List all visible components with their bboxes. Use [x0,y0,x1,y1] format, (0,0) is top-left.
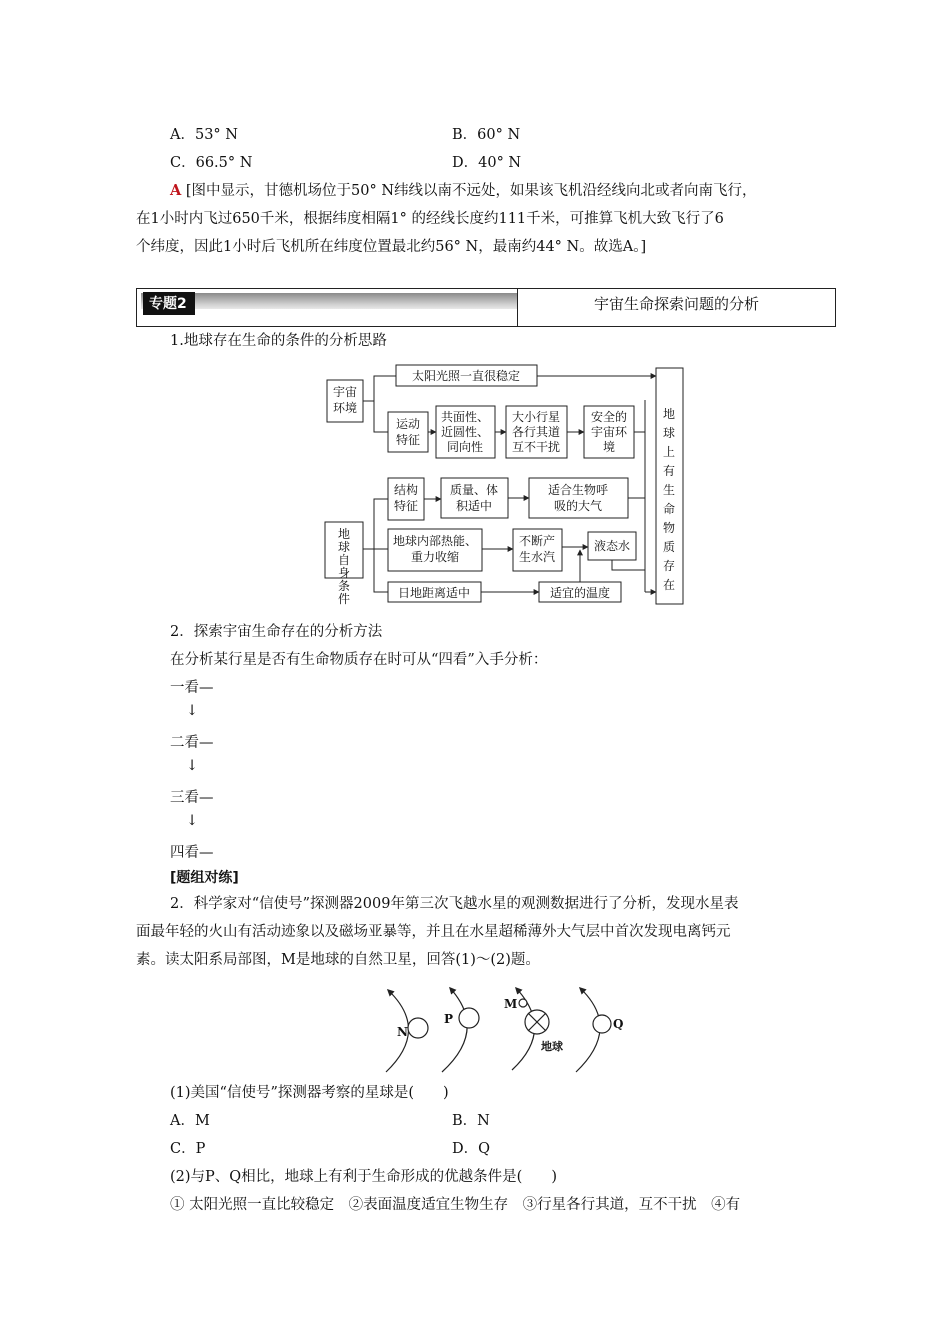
flow-node-distance: 日地距离适中 [397,586,471,600]
practice-label: [题组对练] [170,870,239,886]
life-conditions-flowchart [320,358,690,610]
flow-node-orbits: 大小行星各行其道互不干扰 [511,410,561,454]
down-arrow-icon: ↓ [186,813,199,829]
look-1: 一看— [170,680,214,696]
q2-line-1: 2．科学家对“信使号”探测器2009年第三次飞越水星的观测数据进行了分析，发现水星表 [170,896,739,912]
look-2: 二看— [170,735,214,751]
sub1-option-b: B．N [452,1113,490,1129]
flow-node-result: 地球上有生命物质存在 [662,407,676,592]
option-c: C．66.5° N [170,155,253,171]
flow-node-sun: 太阳光照一直很稳定 [411,369,521,383]
moon-label-m: M [504,997,518,1011]
look-4: 四看— [170,845,214,861]
section-title: 宇宙生命探索问题的分析 [593,295,759,313]
option-b: B．60° N [452,127,521,143]
earth-label: 地球 [541,1040,563,1053]
look-3: 三看— [170,790,214,806]
flow-node-safe: 安全的宇宙环境 [590,410,628,454]
sub1-option-a: A．M [170,1113,210,1129]
flow-node-motion: 运动特征 [395,417,421,447]
option-a: A．53° N [170,127,238,143]
section-header [136,288,836,327]
down-arrow-icon: ↓ [186,758,199,774]
explanation-line-2: 在1小时内飞过650千米，根据纬度相隔1° 的经线长度约111千米，可推算飞机大致飞行了6 [136,211,724,227]
sub2-options: ① 太阳光照一直比较稳定 ②表面温度适宜生物生存 ③行星各行其道，互不干扰 ④有 [170,1197,741,1213]
solar-system-figure [370,978,630,1076]
part2-intro: 在分析某行星是否有生命物质存在时可从“四看”入手分析： [170,652,548,668]
flow-node-coplanar: 共面性、近圆性、同向性 [440,410,490,454]
planet-label-q: Q [613,1017,624,1031]
part1-heading: 1.地球存在生命的条件的分析思路 [170,333,387,349]
header-gradient-bar [141,293,518,309]
flow-node-vapor: 不断产生水汽 [518,534,556,564]
explanation-text: [图中显示，甘德机场位于50° N纬线以南不远处，如果该飞机沿经线向北或者向南飞行， [185,183,757,199]
flow-node-cosmic: 宇宙环境 [332,385,358,415]
down-arrow-icon: ↓ [186,703,199,719]
flow-node-heat: 地球内部热能、重力收缩 [392,534,478,564]
sub1-option-c: C．P [170,1141,206,1157]
flow-node-temp: 适宜的温度 [549,586,611,600]
sub1-stem: (1)美国“信使号”探测器考察的星球是( ) [170,1085,449,1101]
planet-label-p: P [444,1012,454,1026]
q2-line-3: 素。读太阳系局部图，M是地球的自然卫星，回答(1)～(2)题。 [136,952,540,968]
q2-line-2: 面最年轻的火山有活动迹象以及磁场亚暴等，并且在水星超稀薄外大气层中首次发现电离钙元 [136,924,731,940]
flow-node-mass: 质量、体积适中 [449,483,499,513]
flow-node-water: 液态水 [593,539,631,553]
section-tag: 专题2 [143,292,195,315]
flow-node-self: 地球自身条件 [337,527,351,606]
part2-heading: 2．探索宇宙生命存在的分析方法 [170,624,383,640]
answer-letter: A [170,182,182,199]
option-d: D．40° N [452,155,522,171]
flow-node-structure: 结构特征 [393,483,419,513]
explanation-line-1 [170,179,757,200]
sub2-stem: (2)与P、Q相比，地球上有利于生命形成的优越条件是( ) [170,1169,557,1185]
sub1-option-d: D．Q [452,1141,491,1157]
explanation-line-3: 个纬度，因此1小时后飞机所在纬度位置最北约56° N，最南约44° N。故选A。] [136,239,647,255]
planet-label-n: N [397,1025,408,1039]
flow-node-atmo: 适合生物呼吸的大气 [547,483,609,513]
